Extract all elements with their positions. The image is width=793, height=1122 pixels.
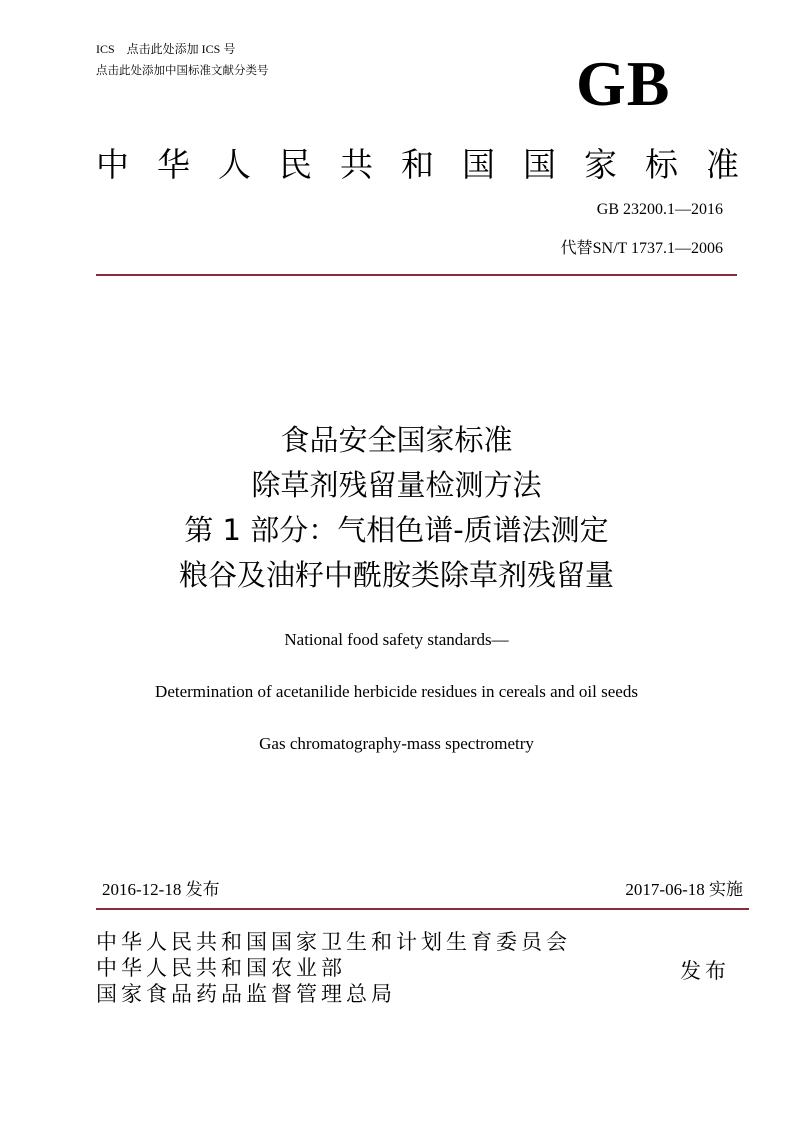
title-char: 准 — [706, 145, 739, 184]
implementation-date: 2017-06-18 实施 — [625, 880, 743, 899]
title-char: 中 — [96, 145, 129, 184]
english-title-line: National food safety standards— — [284, 630, 509, 649]
title-char: 国 — [462, 145, 495, 184]
title-line: 食品安全国家标准 — [280, 423, 513, 457]
standard-type-title — [96, 145, 739, 185]
english-title-line: Determination of acetanilide herbicide residues in cereals and oil seeds — [155, 682, 638, 701]
issue-label: 发布 — [680, 959, 730, 983]
title-char: 标 — [645, 145, 678, 184]
standard-number: GB 23200.1—2016 — [596, 201, 723, 218]
title-char: 和 — [401, 145, 434, 184]
title-char: 家 — [584, 145, 617, 184]
replaces-standard: 代替SN/T 1737.1—2006 — [560, 240, 723, 257]
issue-date: 2016-12-18 发布 — [102, 880, 220, 899]
title-char: 共 — [340, 145, 373, 184]
ics-number: ICS 点击此处添加 ICS 号 — [96, 42, 236, 56]
title-char: 民 — [279, 145, 312, 184]
header-rule — [96, 274, 737, 276]
title-line: 第 1 部分：气相色谱-质谱法测定 — [184, 513, 609, 547]
title-char: 国 — [523, 145, 556, 184]
classification-number: 点击此处添加中国标准文献分类号 — [96, 63, 269, 77]
title-char: 华 — [157, 145, 190, 184]
issuer-line: 国家食品药品监督管理总局 — [96, 982, 396, 1006]
issuer-line: 中华人民共和国农业部 — [96, 956, 346, 980]
issuer-line: 中华人民共和国国家卫生和计划生育委员会 — [96, 930, 571, 954]
title-char: 人 — [218, 145, 251, 184]
english-title-line: Gas chromatography-mass spectrometry — [259, 734, 534, 753]
gb-logo: GB — [576, 48, 671, 119]
title-line: 除草剂残留量检测方法 — [251, 468, 542, 502]
footer-rule — [96, 908, 749, 910]
title-line: 粮谷及油籽中酰胺类除草剂残留量 — [178, 558, 614, 592]
document-title — [0, 418, 793, 598]
